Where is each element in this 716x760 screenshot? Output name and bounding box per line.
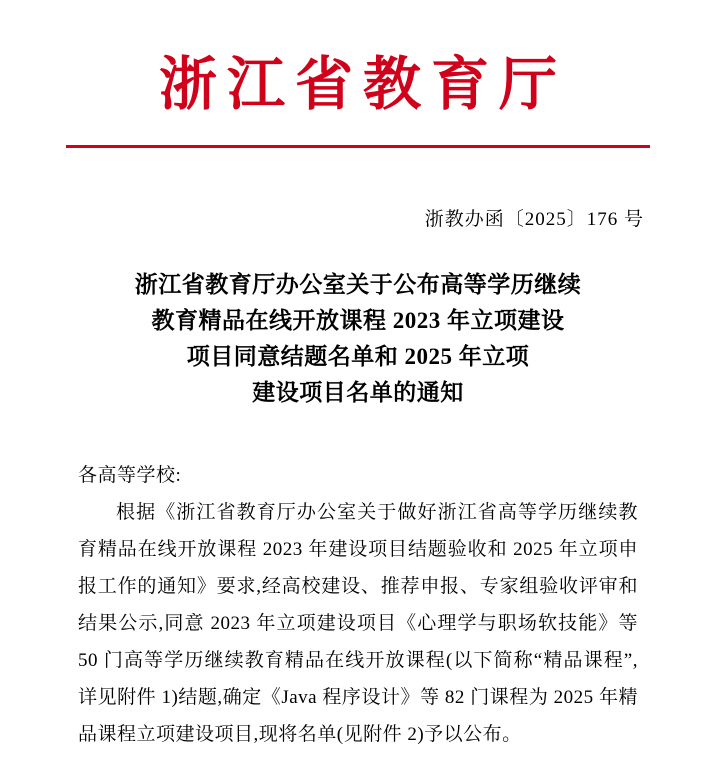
page-title-line: 建设项目名单的通知 [252,379,464,405]
page-title-line: 项目同意结题名单和 2025 年立项 [186,343,530,369]
page-title-line: 教育精品在线开放课程 2023 年立项建设 [151,307,565,333]
issuing-authority-title: 浙江省教育厅 [158,52,567,117]
salutation: 各高等学校: [78,464,182,486]
body-paragraph: 根据《浙江省教育厅办公室关于做好浙江省高等学历继续教育精品在线开放课程 2023 年建设项目结题验收和 2025 年立项申报工作的通知》要求,经高校建设、推荐申报、专家组验收评审和结果公示,同意 2023 年立项建设项目《心理学与职场软技能》等 50 门高等学历继续教育精品在线开放课程(以下简称“精品课程”,详见附件 1)结题,确定《Java 程序设计》等 82 门课程为 2025 年精品课程立项建设项目,现将名单(见附件 2)予以公布。 [78,501,638,745]
masthead-divider [66,145,650,148]
document-number: 浙教办函〔2025〕176 号 [424,208,644,230]
document-body [78,457,638,753]
page-title-line: 浙江省教育厅办公室关于公布高等学历继续 [134,271,582,297]
masthead [0,0,716,148]
page-title [78,267,638,411]
